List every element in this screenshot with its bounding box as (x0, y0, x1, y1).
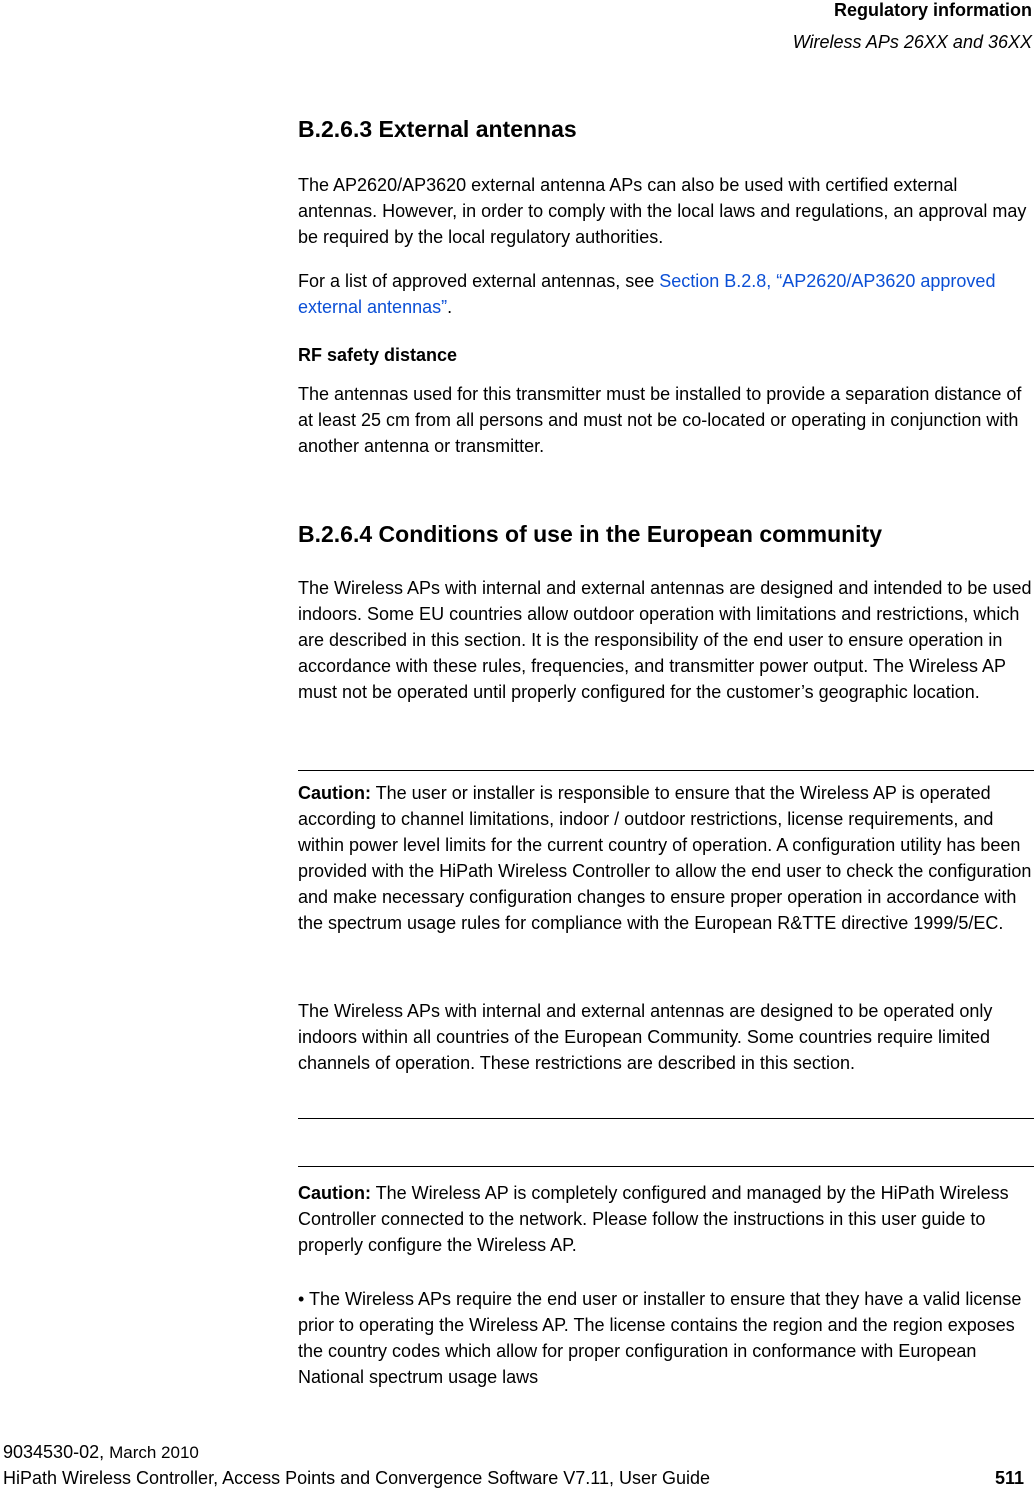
page-number: 511 (994, 1468, 1024, 1488)
section-heading-conditions-of-use: B.2.6.4 Conditions of use in the European community (298, 521, 883, 547)
paragraph-approved-antennas (298, 268, 1034, 320)
paragraph-external-antennas: The AP2620/AP3620 external antenna APs can also be used with certified external antennas. However, in order to comply with the local laws and regulations, an approval may be required by the local regulatory authorities. (298, 175, 1027, 247)
caution-note-1 (298, 780, 1034, 936)
caution-text: The user or installer is responsible to ensure that the Wireless AP is operated according to channel limitations, indoor / outdoor restrictions, license requirements, and within power level limits for the current country of operation. A configuration utility has been provided with the HiPath Wireless Controller to allow the end user to check the configuration and make necessary configuration changes to ensure proper operation in accordance with the spectrum usage rules for compliance with the European R&TTE directive 1999/5/EC. (298, 783, 1032, 933)
section-heading-external-antennas: B.2.6.3 External antennas (298, 116, 577, 142)
caution-divider-top (298, 770, 1034, 771)
footer-title: HiPath Wireless Controller, Access Points and Convergence Software V7.11, User Guide (3, 1468, 711, 1488)
running-header-title: Regulatory information (833, 0, 1032, 20)
paragraph-conditions-of-use: The Wireless APs with internal and external antennas are designed and intended to be used indoors. Some EU countries allow outdoor operation with limitations and restrictions, which are described in this section. It is the responsibility of the end user to ensure operation in accordance with these rules, frequencies, and transmitter power output. The Wireless AP must not be operated until properly configured for the customer’s geographic location. (298, 578, 1032, 702)
subheading-rf-safety-distance: RF safety distance (298, 345, 458, 365)
paragraph-text: . (447, 297, 453, 317)
paragraph-rf-safety: The antennas used for this transmitter must be installed to provide a separation distance of at least 25 cm from all persons and must not be co-located or operating in conjunction with another antenna or transmitter. (298, 384, 1022, 456)
cross-reference-link[interactable]: Section B.2.8, “AP2620/AP3620 approved external antennas” (298, 271, 996, 317)
caution-note-1-continued: The Wireless APs with internal and external antennas are designed to be operated only indoors within all countries of the European Community. Some countries require limited channels of operation. These restrictions are described in this section. (298, 1001, 993, 1073)
paragraph-text: For a list of approved external antennas, see (298, 271, 660, 291)
footer-date: March 2010 (109, 1443, 199, 1462)
footer-doc-info (3, 1442, 199, 1463)
caution-text: The Wireless AP is completely configured and managed by the HiPath Wireless Controller connected to the network. Please follow the instructions in this user guide to properly configure the Wireless AP. (298, 1183, 1009, 1255)
footer-doc-number: 9034530-02, (3, 1442, 110, 1462)
caution-divider-top (298, 1166, 1034, 1167)
caution-divider-bottom (298, 1118, 1034, 1119)
caution-label: Caution: (298, 783, 371, 803)
caution-note-2-bullet: • The Wireless APs require the end user or installer to ensure that they have a valid license prior to operating the Wireless AP. The license contains the region and the region exposes the country codes which allow for proper configuration in conformance with European National spectrum usage laws (298, 1289, 1022, 1387)
running-header-subtitle: Wireless APs 26XX and 36XX (792, 32, 1032, 52)
caution-label: Caution: (298, 1183, 371, 1203)
caution-note-2 (298, 1180, 1034, 1258)
